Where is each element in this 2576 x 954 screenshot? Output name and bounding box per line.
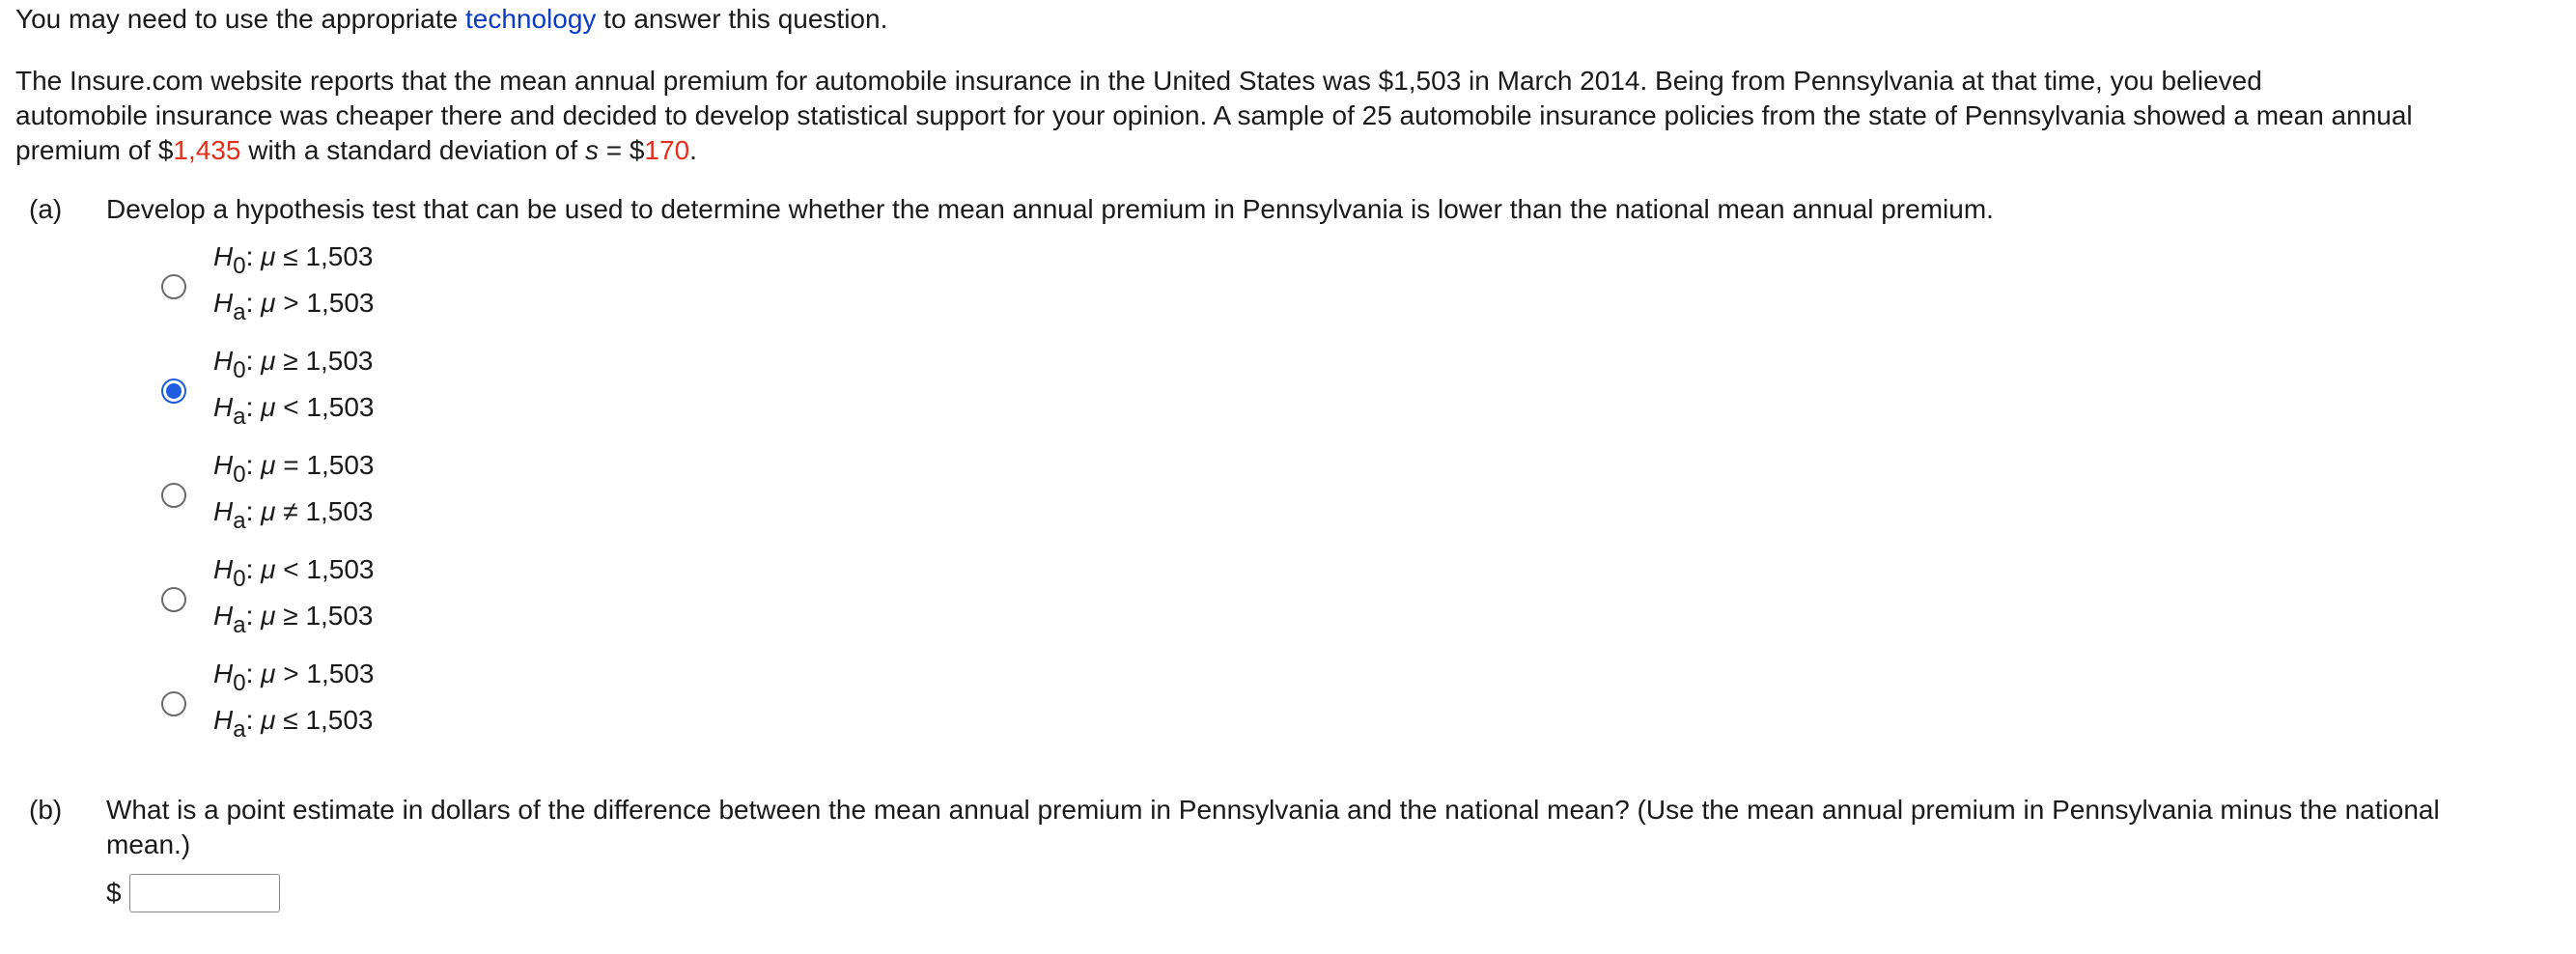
hypothesis-pair (213, 339, 375, 432)
hypothesis-options (161, 237, 2564, 743)
h0-relation: = (283, 450, 299, 480)
mu-symbol: μ (261, 288, 276, 318)
intro-text: = $ (598, 135, 645, 165)
mu-symbol: μ (261, 705, 276, 735)
h0-subscript: 0 (233, 566, 246, 592)
null-hypothesis (213, 443, 375, 490)
technology-link[interactable]: technology (464, 4, 597, 34)
ha-value: 1,503 (305, 601, 374, 631)
sample-mean-value: 1,435 (173, 135, 241, 165)
hypothesis-pair (213, 652, 375, 744)
alternative-hypothesis (213, 281, 375, 327)
hypothesis-option[interactable] (161, 549, 2564, 638)
ha-relation: > (283, 288, 299, 318)
hypothesis-pair (213, 235, 375, 327)
alternative-hypothesis (213, 490, 375, 536)
mu-symbol: μ (261, 496, 276, 526)
intro-text: . (689, 135, 697, 165)
part-b-question (15, 793, 2564, 862)
colon: : (245, 496, 262, 526)
alternative-hypothesis (213, 594, 375, 640)
null-hypothesis (213, 547, 375, 594)
ha-subscript: a (233, 299, 246, 325)
h0-value: 1,503 (305, 241, 374, 271)
part-b-text: What is a point estimate in dollars of the difference between the mean annual premium in Pennsylvania and the national mean? (Use the mean annual premium in Pennsylvania minus the national mean.) (106, 795, 2440, 859)
ha-subscript: a (233, 404, 246, 430)
ha-value: 1,503 (306, 288, 375, 318)
intro-line-1: The Insure.com website reports that the mean annual premium for automobile insurance in the United States was $1,503 in March 2014. Being from Pennsylvania at that time, you believed (15, 66, 2262, 96)
h-symbol: H (213, 705, 234, 735)
radio-selected-dot (166, 383, 182, 399)
h0-subscript: 0 (233, 462, 246, 488)
hypothesis-option[interactable] (161, 654, 2564, 743)
h-symbol: H (213, 392, 234, 422)
null-hypothesis (213, 652, 375, 698)
ha-relation: ≥ (283, 601, 298, 631)
radio-button[interactable] (161, 274, 186, 299)
colon: : (245, 705, 262, 735)
hypothesis-option[interactable] (161, 445, 2564, 534)
hypothesis-option[interactable] (161, 237, 2564, 325)
ha-value: 1,503 (306, 392, 375, 422)
h0-subscript: 0 (233, 357, 246, 383)
colon: : (245, 659, 262, 688)
h-symbol: H (213, 496, 234, 526)
h-symbol: H (213, 601, 234, 631)
h0-relation: ≤ (283, 241, 298, 271)
radio-button[interactable] (161, 483, 186, 508)
alternative-hypothesis (213, 385, 375, 432)
colon: : (245, 450, 262, 480)
problem-statement (15, 64, 2564, 168)
point-estimate-answer (106, 874, 2564, 912)
h0-value: 1,503 (306, 450, 375, 480)
colon: : (245, 241, 262, 271)
hypothesis-option[interactable] (161, 341, 2564, 430)
ha-value: 1,503 (305, 705, 374, 735)
h-symbol: H (213, 554, 234, 584)
h0-relation: < (283, 554, 299, 584)
h0-value: 1,503 (305, 346, 374, 376)
mu-symbol: μ (261, 659, 276, 688)
mu-symbol: μ (261, 346, 276, 376)
colon: : (245, 554, 262, 584)
std-dev-value: 170 (644, 135, 690, 165)
ha-relation: < (283, 392, 299, 422)
alternative-hypothesis (213, 698, 375, 744)
mu-symbol: μ (261, 450, 276, 480)
technology-note (15, 2, 2564, 37)
colon: : (245, 288, 262, 318)
intro-text: premium of $ (15, 135, 174, 165)
intro-line-2: automobile insurance was cheaper there and decided to develop statistical support for your opinion. A sample of 25 automobile insurance policies from the state of Pennsylvania showed a mean annual (15, 100, 2413, 130)
mu-symbol: μ (261, 554, 276, 584)
ha-value: 1,503 (305, 496, 374, 526)
intro-line-3 (15, 133, 2564, 168)
colon: : (245, 601, 262, 631)
hypothesis-pair (213, 443, 375, 536)
h0-relation: > (283, 659, 299, 688)
point-estimate-input[interactable] (129, 874, 280, 912)
s-symbol: s (584, 135, 599, 165)
mu-symbol: μ (261, 392, 276, 422)
colon: : (245, 392, 262, 422)
radio-button[interactable] (161, 587, 186, 612)
ha-subscript: a (233, 716, 246, 743)
part-b-label: (b) (29, 795, 63, 825)
null-hypothesis (213, 235, 375, 281)
intro-text: with a standard deviation of (240, 135, 585, 165)
mu-symbol: μ (261, 601, 276, 631)
hypothesis-pair (213, 547, 375, 640)
part-a-text: Develop a hypothesis test that can be used to determine whether the mean annual premium in Pennsylvania is lower than the national mean annual premium. (106, 194, 1994, 224)
h-symbol: H (213, 450, 234, 480)
h-symbol: H (213, 346, 234, 376)
ha-relation: ≠ (283, 496, 298, 526)
radio-button[interactable] (161, 691, 186, 716)
null-hypothesis (213, 339, 375, 385)
h-symbol: H (213, 241, 234, 271)
ha-subscript: a (233, 612, 246, 638)
note-suffix: to answer this question. (596, 4, 888, 34)
h0-value: 1,503 (306, 659, 375, 688)
h-symbol: H (213, 288, 234, 318)
ha-relation: ≤ (283, 705, 298, 735)
colon: : (245, 346, 262, 376)
radio-button[interactable] (161, 379, 186, 404)
h0-subscript: 0 (233, 253, 246, 279)
h0-value: 1,503 (306, 554, 375, 584)
part-a-question (15, 192, 2564, 227)
ha-subscript: a (233, 508, 246, 534)
mu-symbol: μ (261, 241, 276, 271)
part-a-label: (a) (29, 194, 63, 224)
h-symbol: H (213, 659, 234, 688)
h0-subscript: 0 (233, 670, 246, 696)
h0-relation: ≥ (283, 346, 298, 376)
currency-symbol: $ (106, 878, 122, 908)
note-prefix: You may need to use the appropriate (15, 4, 465, 34)
